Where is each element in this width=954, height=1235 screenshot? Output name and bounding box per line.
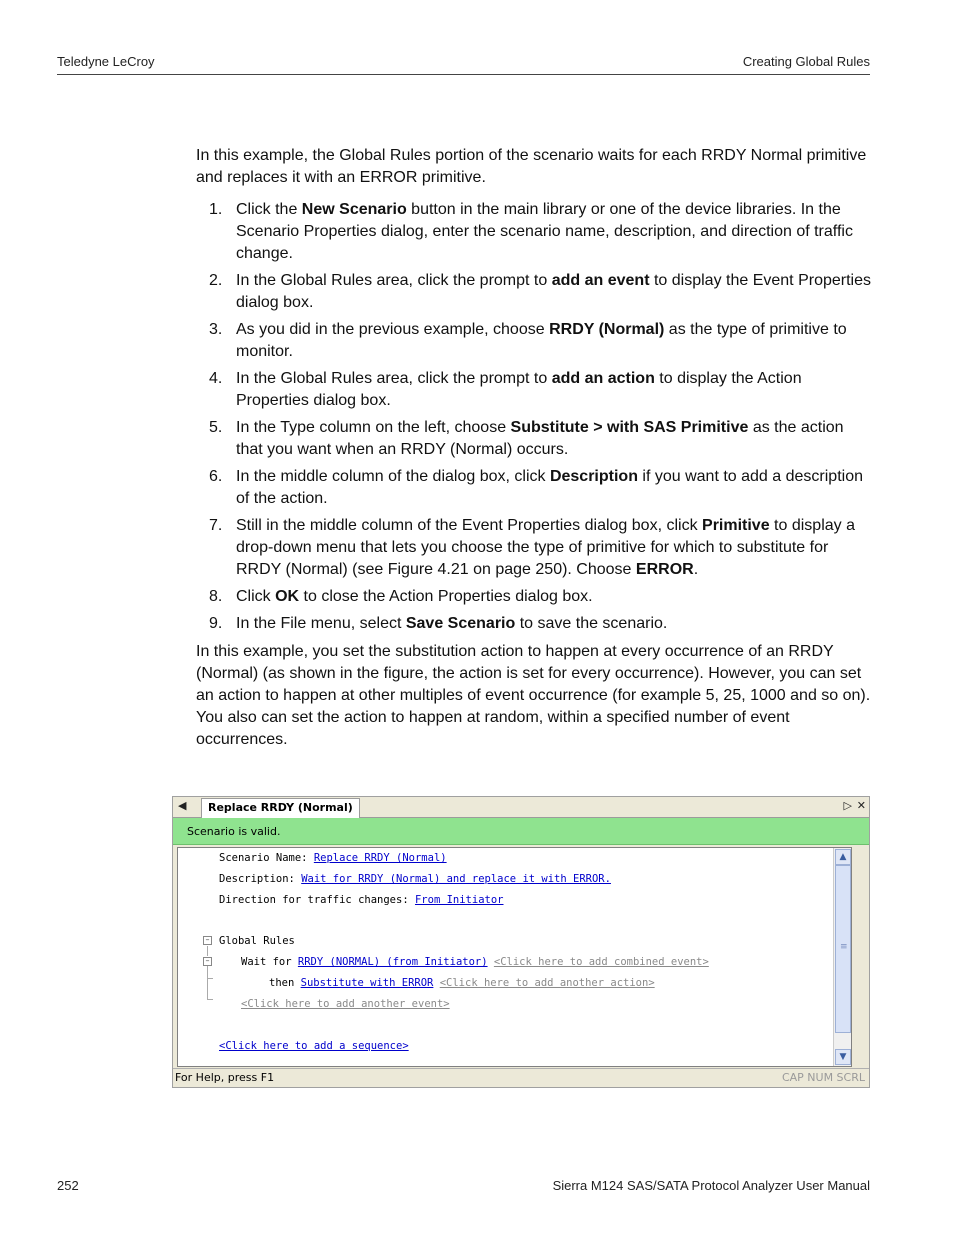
help-text: For Help, press F1 bbox=[175, 1071, 275, 1084]
key-indicators: CAP NUM SCRL bbox=[781, 1071, 865, 1084]
scenario-name-line: Scenario Name: Replace RRDY (Normal) bbox=[219, 852, 447, 864]
direction-line: Direction for traffic changes: From Initiator bbox=[219, 894, 504, 906]
steps-list bbox=[196, 199, 872, 635]
outro-paragraph: In this example, you set the substitution action to happen at every occurrence of an RRDY (Normal) (as shown in the figure, the action is set for every occurrence). However, you can set an action to happen at other multiples of event occurrence (for example 5, 25, 1000 and so on). You also can set the action to happen at random, within a specified number of event occurrences. bbox=[196, 643, 871, 748]
header-right: Creating Global Rules bbox=[742, 54, 870, 69]
collapse-event-icon[interactable]: – bbox=[203, 957, 212, 966]
step-item: 9. In the File menu, select Save Scenario to save the scenario. bbox=[209, 615, 668, 632]
scroll-up-icon[interactable]: ▲ bbox=[835, 849, 851, 865]
step-item: 2. In the Global Rules area, click the prompt to add an event to display the Event Properties dialog box. bbox=[209, 272, 871, 311]
body-content bbox=[196, 145, 872, 751]
add-event-link[interactable]: <Click here to add another event> bbox=[241, 998, 450, 1010]
description-line: Description: Wait for RRDY (Normal) and replace it with ERROR. bbox=[219, 873, 611, 885]
tab-scenario[interactable]: Replace RRDY (Normal) bbox=[201, 798, 360, 818]
action-link[interactable]: Substitute with ERROR bbox=[300, 977, 434, 989]
scroll-grip-icon: ≡ bbox=[840, 942, 848, 952]
page-number: 252 bbox=[57, 1178, 79, 1193]
tree-line bbox=[207, 966, 208, 999]
collapse-global-rules-icon[interactable]: – bbox=[203, 936, 212, 945]
tab-scroll-left-icon[interactable]: ◀ bbox=[178, 799, 187, 812]
scenario-editor bbox=[177, 847, 852, 1067]
scroll-down-icon[interactable]: ▼ bbox=[835, 1049, 851, 1065]
add-sequence-line bbox=[219, 1040, 409, 1052]
tab-bar bbox=[173, 797, 869, 818]
tab-scroll-right-icon[interactable]: ▷ bbox=[843, 799, 852, 812]
scenario-editor-screenshot bbox=[172, 796, 870, 1088]
wait-for-line: Wait for RRDY (NORMAL) (from Initiator) <Click here to add combined event> bbox=[241, 956, 709, 968]
step-item: 8. Click OK to close the Action Properties dialog box. bbox=[209, 588, 593, 605]
add-event-line bbox=[241, 998, 450, 1010]
step-item: 3. As you did in the previous example, choose RRDY (Normal) as the type of primitive to monitor. bbox=[209, 321, 847, 360]
header-rule bbox=[57, 74, 870, 75]
validation-status: Scenario is valid. bbox=[173, 818, 869, 845]
step-item: 6. In the middle column of the dialog box, click Description if you want to add a description of the action. bbox=[209, 468, 863, 507]
event-link[interactable]: RRDY (NORMAL) (from Initiator) bbox=[297, 956, 488, 968]
then-line: then Substitute with ERROR <Click here to add another action> bbox=[269, 977, 655, 989]
add-action-link[interactable]: <Click here to add another action> bbox=[439, 977, 655, 989]
step-item: 5. In the Type column on the left, choose Substitute > with SAS Primitive as the action that you want when an RRDY (Normal) occurs. bbox=[209, 419, 844, 458]
tree-line bbox=[207, 999, 213, 1000]
step-item: 4. In the Global Rules area, click the prompt to add an action to display the Action Properties dialog box. bbox=[209, 370, 802, 409]
scenario-name-link[interactable]: Replace RRDY (Normal) bbox=[313, 852, 447, 864]
description-link[interactable]: Wait for RRDY (Normal) and replace it with ERROR. bbox=[301, 873, 611, 885]
step-item: 7. Still in the middle column of the Event Properties dialog box, click Primitive to display a drop-down menu that lets you choose the type of primitive for which to substitute for RRDY (Normal) (see Figure 4.21 on page 250). Choose ERROR. bbox=[209, 517, 855, 578]
add-combined-event-link[interactable]: <Click here to add combined event> bbox=[493, 956, 709, 968]
scroll-thumb[interactable] bbox=[835, 865, 851, 1033]
direction-link[interactable]: From Initiator bbox=[414, 894, 504, 906]
global-rules-label: Global Rules bbox=[219, 935, 295, 947]
footer-title: Sierra M124 SAS/SATA Protocol Analyzer User Manual bbox=[552, 1178, 870, 1193]
add-sequence-link[interactable]: <Click here to add a sequence> bbox=[219, 1040, 409, 1052]
status-bar bbox=[173, 1068, 869, 1087]
tree-line bbox=[207, 978, 213, 979]
header-left: Teledyne LeCroy bbox=[57, 54, 155, 69]
step-item: 1. Click the New Scenario button in the main library or one of the device libraries. In the Scenario Properties dialog, enter the scenario name, description, and direction of traffic change. bbox=[209, 201, 853, 262]
vertical-scrollbar[interactable] bbox=[833, 848, 851, 1066]
intro-paragraph: In this example, the Global Rules portion of the scenario waits for each RRDY Normal primitive and replaces it with an ERROR primitive. bbox=[196, 147, 867, 186]
tree-line bbox=[207, 946, 208, 956]
close-icon[interactable]: ✕ bbox=[856, 799, 866, 812]
